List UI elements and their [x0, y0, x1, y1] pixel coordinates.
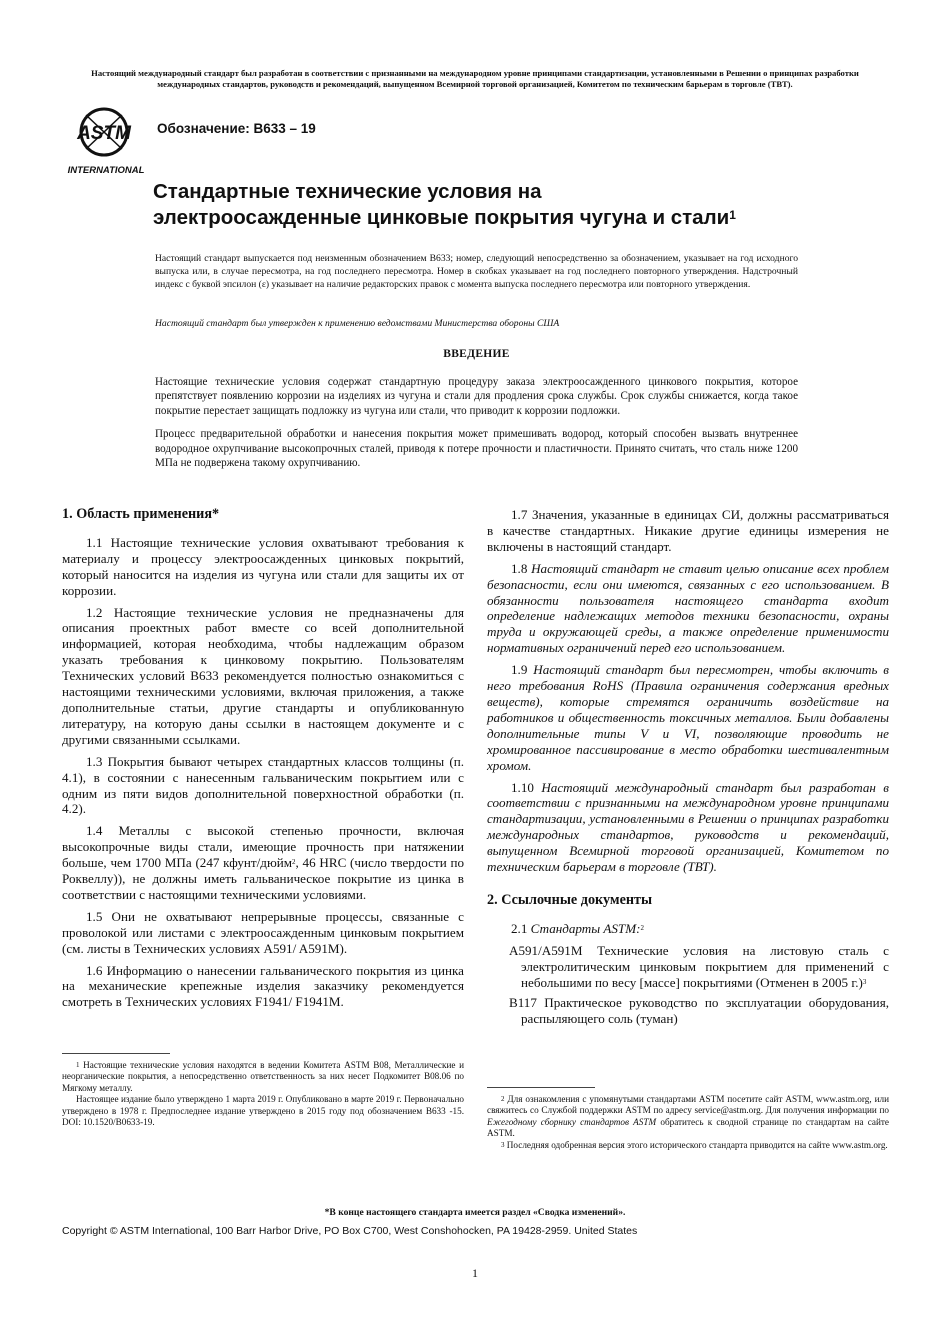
subheading-label: Стандарты ASTM:: [530, 920, 641, 936]
title-line-2-text: электроосажденные цинковые покрытия чугуна и стали: [153, 206, 730, 229]
publication-notice: Настоящий международный стандарт был разработан в соответствии с признанными на международном уровне принципами стандартизации, установленными в Решении о принципах разработки международных стандартов, руководств и рекомендаций, выпущенном Всемирной торговой организацией, Комитетом по техническим барьерам в торговле (ТВТ).: [91, 68, 859, 89]
intro-paragraph-1: Настоящие технические условия содержат стандартную процедуру заказа электроосажденного цинкового покрытия, которое препятствует появлению коррозии на изделиях из чугуна и стали для продления срока службы. Срок службы снижается, когда такое покрытие перестает защищать подложку из чугуна или стали, что приводит к коррозии подложки.: [155, 376, 798, 417]
clause-1-9-text: Настоящий стандарт был пересмотрен, чтобы включить в него требования RoHS (Правила ограничения содержания вредных веществ), которые стремятся ограничить воздействие на работников и общественность токсичных металлов. Были добавлены дополнительные типы V и VI, позволяющие проводить не хромированное пассивирование в место обработки шестивалентным хромом.: [487, 662, 889, 773]
footnote-1: [62, 1060, 464, 1094]
clause-1-4-text-b: , 46 HRC (число твердости по Роквеллу)), не должны иметь гальваническое покрытие из цинка в соответствии с настоящими техническими условиями.: [62, 855, 464, 902]
reference-a591-text: A591/A591M Технические условия на листовую сталь с электролитическим цинковым покрытием для применений с небольшими по весу [массе] покрытиями (Отменен в 2005 г.): [509, 942, 889, 990]
intro-paragraph-2: Процесс предварительной обработки и нанесения покрытия может примешивать водород, который способен вызвать внутреннее водородное охрупчивание высокопрочных сталей, приводя к потере прочности и пластичности. Принято считать, что сталь ниже 1200 МПа не подвержена такому охрупчиванию.: [155, 428, 798, 470]
subheading-num: 2.1: [511, 920, 528, 936]
clause-1-9-num: 1.9: [511, 662, 528, 678]
footnote-1-mark: 1: [76, 1061, 80, 1069]
clause-1-9: [487, 662, 889, 773]
copyright-line: Copyright © ASTM International, 100 Barr Harbor Drive, PO Box C700, West Conshohocken, PA 19428-2959. United States: [62, 1225, 638, 1237]
right-column: [487, 507, 889, 1032]
reference-b117: B117 Практическое руководство по эксплуатации оборудования, распыляющего соль (туман): [509, 995, 889, 1027]
subheading-sup: 2: [640, 923, 644, 932]
footnote-2: [487, 1094, 889, 1140]
document-title: [153, 179, 833, 231]
clause-1-8-num: 1.8: [511, 560, 528, 576]
footnote-2-mark: 2: [501, 1095, 505, 1103]
logo-mark-text: ASTM: [77, 123, 131, 144]
clause-1-6: 1.6 Информацию о нанесении гальванического покрытия из цинка на механические крепежные изделия заказчику рекомендуется смотреть в Технических условиях F1941/ F1941M.: [62, 962, 464, 1010]
footnote-3: [487, 1140, 889, 1151]
footnotes-left: [62, 1053, 464, 1128]
footnote-2-text-a: Для ознакомления с упомянутыми стандартами ASTM посетите сайт ASTM, www.astm.org, или свяжитесь со Службой поддержки ASTM по адресу service@astm.org. Для получения информации по: [487, 1094, 889, 1116]
astm-standards-subheading: [487, 921, 889, 937]
left-column: [62, 507, 464, 1016]
clause-1-4-sup: 2: [292, 858, 296, 867]
footnote-1-text: Настоящие технические условия находятся в ведении Комитета ASTM B08, Металлические и неорганические покрытия, а непосредственно ответственность за них несет Подкомитет B08.06 по Мягкому металлу.: [62, 1060, 464, 1093]
footnote-3-text: Последняя одобренная версия этого исторического стандарта приводится на сайте www.astm.org.: [506, 1139, 888, 1150]
footnote-1-edition: Настоящее издание было утверждено 1 марта 2019 г. Опубликовано в марте 2019 г. Первоначально утверждено в 1978 г. Предпоследнее издание утверждено в 2015 году под обозначением B633 -15. DOI: 10.1520/B0633-19.: [62, 1094, 464, 1128]
footnote-rule: [62, 1053, 170, 1054]
title-line-1: Стандартные технические условия на: [153, 180, 542, 203]
introduction-heading: ВВЕДЕНИЕ: [443, 348, 510, 360]
clause-1-2: 1.2 Настоящие технические условия не предназначены для описания проектных работ вместе со всей дополнительной информацией, которая необходима, чтобы надлежащим образом указать требования к цинковому покрытию. Пользователям Технических условий B633 рекомендуется полностью ознакомиться с настоящими техническими условиями, включая приложения, а также дополнительные статьи, другие стандарты и опубликованную литературу, на которую даны ссылки в настоящем документе и с другими связанными ссылками.: [62, 604, 464, 747]
page-number: 1: [472, 1266, 478, 1280]
reference-a591-sup: 3: [862, 977, 867, 986]
clause-1-1: 1.1 Настоящие технические условия охватывают требования к материалу и процессу электроосажденных цинковых покрытий, который наносится на изделия из чугуна или стали для защиты их от коррозии.: [62, 534, 464, 598]
clause-1-7: 1.7 Значения, указанные в единицах СИ, должны рассматриваться в качестве стандартных. Никакие другие единицы измерения не включены в настоящий стандарт.: [487, 507, 889, 554]
preamble: [155, 252, 798, 291]
footnote-2-italic: Ежегодному сборнику стандартов ASTM: [487, 1116, 657, 1127]
footnotes-right: [487, 1087, 889, 1151]
astm-logo: [64, 102, 148, 176]
designation: Обозначение: B633 – 19: [157, 121, 316, 136]
title-line-2: [153, 205, 833, 231]
clause-1-10-num: 1.10: [511, 779, 534, 795]
clause-1-8: [487, 561, 889, 656]
clause-1-10: [487, 780, 889, 875]
clause-1-10-text: Настоящий международный стандарт был разработан в соответствии с признанными на международном уровне принципами стандартизации, установленными в Решении о принципах разработки международных стандартов, руководств и рекомендаций, выпущенном Всемирной торговой организацией, Комитетом по техническим барьерам в торговле (ТВТ).: [487, 779, 889, 875]
clause-1-4: [62, 823, 464, 903]
section-1-heading: 1. Область применения*: [62, 506, 220, 522]
clause-1-5: 1.5 Они не охватывают непрерывные процессы, связанные с проволокой или листами с электроосажденным цинковым покрытием (см. листы в Технических условиях A591/ A591M).: [62, 908, 464, 956]
introduction: [155, 375, 798, 479]
section-2-heading: 2. Ссылочные документы: [487, 891, 653, 908]
logo-subtitle: INTERNATIONAL: [67, 165, 145, 176]
dod-note: Настоящий стандарт был утвержден к применению ведомствами Министерства обороны США: [155, 318, 560, 329]
clause-1-8-text: Настоящий стандарт не ставит целью описание всех проблем безопасности, если они имеются, связанных с его использованием. В обязанности пользователя настоящего стандарта входит определение надлежащих методов техники безопасности, охраны труда и окружающей среды, а также определение применимости нормативных ограничений перед его использованием.: [487, 560, 889, 656]
title-footnote-mark: 1: [729, 208, 736, 222]
preamble-text: Настоящий стандарт выпускается под неизменным обозначением B633; номер, следующий непосредственно за обозначением, указывает на год исходного выпуска или, в случае пересмотра, на год последнего пересмотра. Номер в скобках указывает на год последнего повторного утверждения. Надстрочный индекс с буквой эпсилон (ε) указывает на наличие редакторских правок с момента выпуска последнего пересмотра или повторного утверждения.: [155, 253, 798, 290]
footnote-2-text-b: обратитесь к сводной странице по стандартам на сайте ASTM.: [487, 1116, 890, 1139]
footnote-rule-right: [487, 1087, 595, 1088]
clause-1-4-text-a: 1.4 Металлы с высокой степенью прочности, включая высокопрочные виды стали, имеющие прочность при натяжении больше, чем 1700 МПа (247 кфунт/дюйм: [62, 823, 464, 871]
footnote-3-mark: 3: [501, 1140, 505, 1149]
reference-a591: [487, 943, 889, 991]
clause-1-3: 1.3 Покрытия бывают четырех стандартных классов толщины (п. 4.1), в состоянии с нанесенным гальваническим покрытием или с одним из пяти видов дополнительной поверхностной обработки (п. 4.2).: [62, 753, 464, 817]
summary-of-changes-note: *В конце настоящего стандарта имеется раздел «Сводка изменений».: [324, 1207, 626, 1218]
